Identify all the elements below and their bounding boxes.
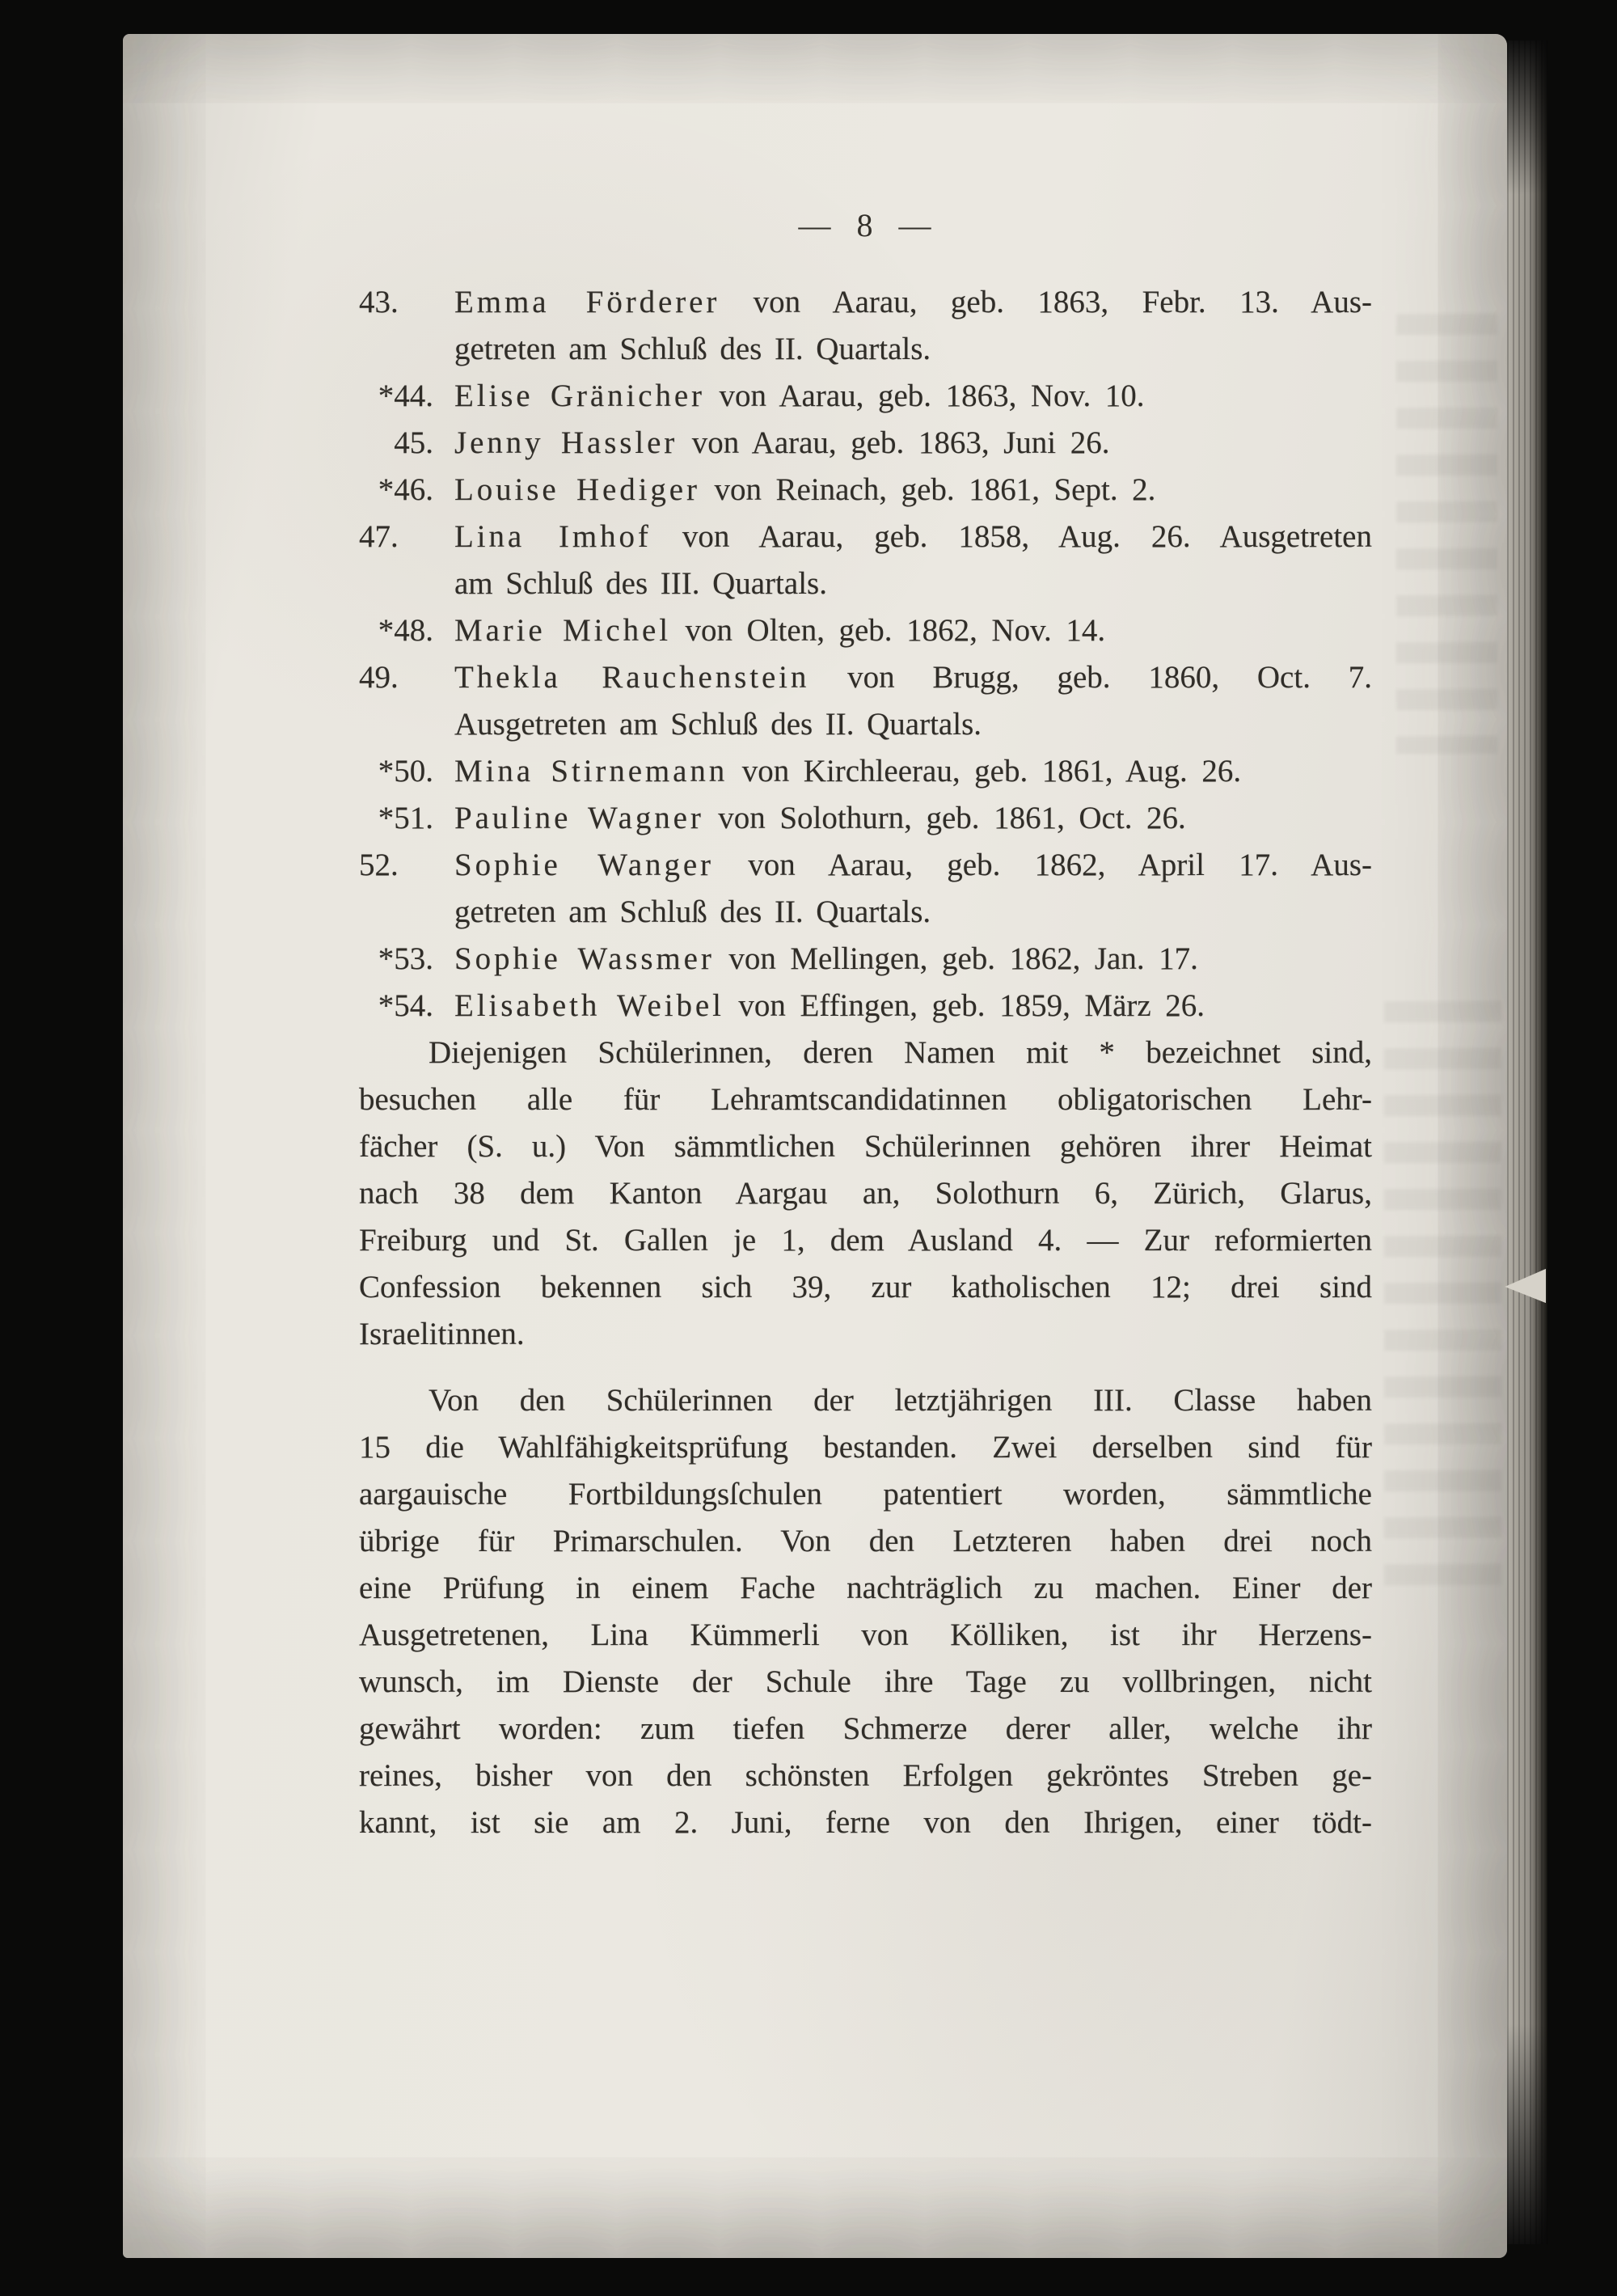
student-entry-line <box>359 514 1372 560</box>
student-details: von Aarau, geb. 1862, April 17. Aus- <box>713 848 1372 882</box>
student-name: Elise Gränicher <box>454 378 705 413</box>
student-name: Thekla Rauchenstein <box>454 660 810 695</box>
student-entry-line <box>359 842 1372 889</box>
paragraph-line: Israelitinnen. <box>359 1317 525 1351</box>
paragraph-line: übrige für Primarschulen. Von den Letzteren haben drei noch <box>359 1524 1372 1558</box>
student-entry-line <box>378 607 1372 654</box>
paragraph <box>359 1377 1372 1846</box>
student-details: von Effingen, geb. 1859, März 26. <box>724 988 1205 1023</box>
student-entry <box>359 514 1372 607</box>
student-number: *54. <box>378 988 433 1023</box>
text-column <box>359 279 1372 1846</box>
student-details: von Aarau, geb. 1858, Aug. 26. Ausgetreten <box>651 519 1372 554</box>
student-entry <box>359 795 1372 842</box>
student-name: Marie Michel <box>454 613 671 648</box>
bleed-through-ghost-text <box>1384 988 1501 1604</box>
student-number: 45. <box>394 425 433 460</box>
student-entry-line <box>378 983 1372 1030</box>
student-number: *46. <box>378 472 433 507</box>
student-details: von Mellingen, geb. 1862, Jan. 17. <box>714 941 1198 976</box>
student-entry <box>359 279 1372 373</box>
student-entry-line <box>378 795 1372 842</box>
paragraph-line: fächer (S. u.) Von sämmtlichen Schülerinnen gehören ihrer Heimat <box>359 1129 1372 1164</box>
student-name: Sophie Wanger <box>454 848 714 882</box>
student-name: Lina Imhof <box>454 519 652 554</box>
student-number: 47. <box>359 519 399 554</box>
paragraph <box>359 1030 1372 1358</box>
student-details: von Aarau, geb. 1863, Nov. 10. <box>704 378 1145 413</box>
student-entry-line <box>378 748 1372 795</box>
paragraph-line: Von den Schülerinnen der letztjährigen III. Classe haben <box>429 1383 1372 1418</box>
student-entry <box>359 420 1372 467</box>
student-details: von Reinach, geb. 1861, Sept. 2. <box>699 472 1156 507</box>
paragraph-line: aargauische Fortbildungsſchulen patentiert worden, sämmtliche <box>359 1477 1372 1512</box>
paragraph-line: kannt, ist sie am 2. Juni, ferne von den Ihrigen, einer tödt- <box>359 1805 1372 1840</box>
student-name: Pauline Wagner <box>454 801 704 835</box>
paragraph-line: Ausgetretenen, Lina Kümmerli von Kölliken, ist ihr Herzens- <box>359 1617 1372 1652</box>
student-number: 52. <box>359 848 399 882</box>
student-list <box>359 279 1372 1030</box>
paragraph-line: Diejenigen Schülerinnen, deren Namen mit * bezeichnet sind, <box>429 1035 1372 1070</box>
student-details: von Solothurn, geb. 1861, Oct. 26. <box>703 801 1186 835</box>
student-entry-line <box>378 936 1372 983</box>
student-number: *50. <box>378 754 433 789</box>
student-name: Mina Stirnemann <box>454 754 728 789</box>
paragraph-line: nach 38 dem Kanton Aargau an, Solothurn 6, Zürich, Glarus, <box>359 1176 1372 1211</box>
student-entry <box>359 607 1372 654</box>
student-entry-line <box>359 654 1373 701</box>
student-entry-line <box>378 373 1372 420</box>
student-entry <box>359 467 1372 514</box>
student-details: von Olten, geb. 1862, Nov. 14. <box>670 613 1106 648</box>
student-number: *44. <box>378 378 433 413</box>
student-details: von Brugg, geb. 1860, Oct. 7. <box>809 660 1373 695</box>
student-entry <box>359 373 1372 420</box>
paragraph-line: besuchen alle für Lehramtscandidatinnen obligatorischen Lehr- <box>359 1082 1372 1117</box>
student-entry-line <box>394 420 1372 467</box>
paragraph-line: eine Prüfung in einem Fache nachträglich zu machen. Einer der <box>359 1571 1372 1605</box>
student-name: Elisabeth Weibel <box>454 988 724 1023</box>
student-entry <box>359 842 1372 936</box>
student-entry-continuation: getreten am Schluß des II. Quartals. <box>454 894 931 929</box>
paragraph-line: 15 die Wahlfähigkeitsprüfung bestanden. Zwei derselben sind für <box>359 1430 1372 1465</box>
student-name: Sophie Wassmer <box>454 941 715 976</box>
student-number: *48. <box>378 613 433 648</box>
body-paragraphs <box>359 1030 1372 1846</box>
student-entry <box>359 936 1372 983</box>
paragraph-line: Confession bekennen sich 39, zur katholischen 12; drei sind <box>359 1270 1372 1304</box>
student-number: 43. <box>359 285 399 319</box>
student-entry <box>359 983 1372 1030</box>
student-entry-continuation: am Schluß des III. Quartals. <box>454 566 827 601</box>
student-entry-continuation: getreten am Schluß des II. Quartals. <box>454 332 931 366</box>
paragraph-line: wunsch, im Dienste der Schule ihre Tage zu vollbringen, nicht <box>359 1664 1372 1699</box>
student-details: von Aarau, geb. 1863, Juni 26. <box>678 425 1110 460</box>
student-entry <box>359 654 1372 748</box>
student-number: *51. <box>378 801 433 835</box>
student-entry-line <box>378 467 1372 514</box>
student-details: von Aarau, geb. 1863, Febr. 13. Aus- <box>720 285 1372 319</box>
paragraph-line: gewährt worden: zum tiefen Schmerze derer aller, welche ihr <box>359 1711 1372 1746</box>
bleed-through-ghost-text <box>1396 301 1497 755</box>
paragraph-line: reines, bisher von den schönsten Erfolgen gekröntes Streben ge- <box>359 1758 1372 1793</box>
student-name: Jenny Hassler <box>454 425 678 460</box>
document-page <box>123 34 1507 2258</box>
page-number: — 8 — <box>798 207 933 243</box>
student-number: 49. <box>359 660 399 695</box>
student-name: Louise Hediger <box>454 472 700 507</box>
student-name: Emma Förderer <box>454 285 720 319</box>
student-number: *53. <box>378 941 433 976</box>
student-entry <box>359 748 1372 795</box>
student-details: von Kirchleerau, geb. 1861, Aug. 26. <box>728 754 1242 789</box>
paragraph-line: Freiburg und St. Gallen je 1, dem Ausland 4. — Zur reformierten <box>359 1223 1372 1258</box>
page-edge-stack <box>1507 40 1547 2244</box>
student-entry-continuation: Ausgetreten am Schluß des II. Quartals. <box>454 707 982 742</box>
student-entry-line <box>359 279 1372 326</box>
